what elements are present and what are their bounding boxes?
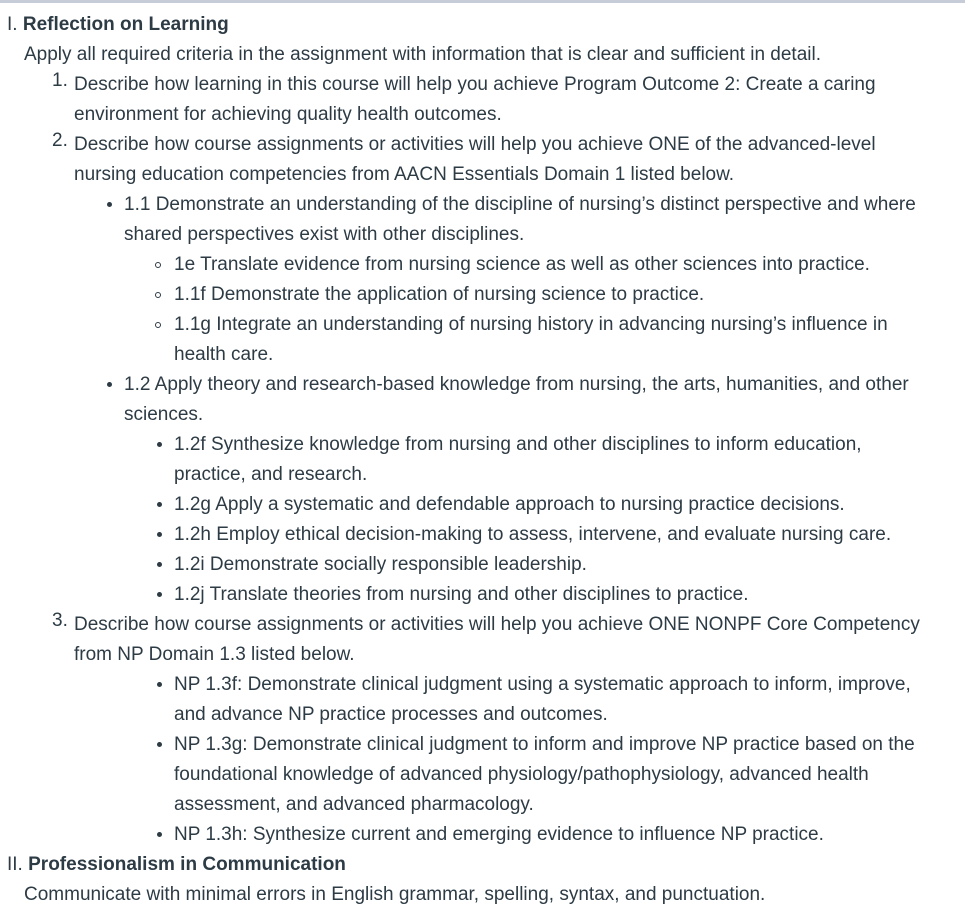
sub-bullet-item bbox=[0, 250, 965, 280]
list-item-3 bbox=[0, 610, 965, 670]
sub-bullet-text: NP 1.3h: Synthesize current and emerging evidence to influence NP practice. bbox=[174, 824, 824, 845]
section-heading-professionalism bbox=[0, 850, 965, 880]
bullet-dot-icon bbox=[157, 442, 162, 447]
bullet-dot-icon bbox=[157, 532, 162, 537]
section-number: I. bbox=[7, 14, 18, 35]
sub-bullet-text: and advance NP practice processes and outcomes. bbox=[174, 704, 608, 725]
list-item-1 bbox=[0, 70, 965, 130]
sub-bullet-text: 1.2h Employ ethical decision-making to assess, intervene, and evaluate nursing care. bbox=[174, 524, 892, 545]
sub-bullet-item bbox=[0, 280, 965, 310]
sub-bullet-text: 1.2j Translate theories from nursing and other disciplines to practice. bbox=[174, 584, 749, 605]
section-title: Professionalism in Communication bbox=[28, 854, 346, 875]
list-marker: 1. bbox=[52, 70, 68, 91]
sub-bullet-item bbox=[0, 550, 965, 580]
bullet-dot-icon bbox=[157, 592, 162, 597]
list-item-text: Describe how course assignments or activities will help you achieve ONE NONPF Core Competency bbox=[74, 614, 920, 635]
bullet-circle-icon bbox=[155, 262, 161, 268]
list-item-text: nursing education competencies from AACN Essentials Domain 1 listed below. bbox=[74, 164, 735, 185]
section-intro: Apply all required criteria in the assignment with information that is clear and sufficient in detail. bbox=[24, 44, 821, 65]
np-competency-item bbox=[0, 820, 965, 850]
sub-bullet-text: 1.1g Integrate an understanding of nursing history in advancing nursing’s influence in bbox=[174, 314, 888, 335]
sub-bullet-text: assessment, and advanced pharmacology. bbox=[174, 794, 534, 815]
sub-bullet-text: health care. bbox=[174, 344, 274, 365]
list-item-text: Describe how course assignments or activities will help you achieve ONE of the advanced-level bbox=[74, 134, 876, 155]
sub-bullet-text: 1.2i Demonstrate socially responsible leadership. bbox=[174, 554, 587, 575]
section-title: Reflection on Learning bbox=[22, 14, 229, 35]
sub-bullet-item bbox=[0, 490, 965, 520]
bullet-text: sciences. bbox=[124, 404, 204, 425]
sub-bullet-text: NP 1.3g: Demonstrate clinical judgment to inform and improve NP practice based on the bbox=[174, 734, 915, 755]
bullet-item-1-1 bbox=[0, 190, 965, 250]
bullet-dot-icon bbox=[157, 682, 162, 687]
bullet-dot-icon bbox=[157, 562, 162, 567]
section-intro: Communicate with minimal errors in English grammar, spelling, syntax, and punctuation. bbox=[24, 884, 766, 905]
sub-bullet-item bbox=[0, 310, 965, 370]
assignment-rubric-document bbox=[0, 10, 965, 910]
list-item-text: Describe how learning in this course will help you achieve Program Outcome 2: Create a caring bbox=[74, 74, 876, 95]
sub-bullet-text: foundational knowledge of advanced physiology/pathophysiology, advanced health bbox=[174, 764, 869, 785]
section-heading-reflection bbox=[0, 10, 965, 40]
bullet-dot-icon bbox=[157, 742, 162, 747]
list-marker: 2. bbox=[52, 130, 68, 151]
bullet-text: shared perspectives exist with other disciplines. bbox=[124, 224, 525, 245]
sub-bullet-item bbox=[0, 520, 965, 550]
list-item-text: from NP Domain 1.3 listed below. bbox=[74, 644, 355, 665]
sub-bullet-text: practice, and research. bbox=[174, 464, 368, 485]
sub-bullet-text: 1e Translate evidence from nursing science as well as other sciences into practice. bbox=[174, 254, 870, 275]
sub-bullet-item bbox=[0, 430, 965, 490]
bullet-circle-icon bbox=[155, 292, 161, 298]
bullet-dot-icon bbox=[157, 832, 162, 837]
sub-bullet-text: NP 1.3f: Demonstrate clinical judgment using a systematic approach to inform, improve, bbox=[174, 674, 911, 695]
list-item-2 bbox=[0, 130, 965, 190]
bullet-text: 1.1 Demonstrate an understanding of the discipline of nursing’s distinct perspective and where bbox=[124, 194, 916, 215]
section-number: II. bbox=[7, 854, 23, 875]
bullet-circle-icon bbox=[155, 322, 161, 328]
np-competency-item bbox=[0, 730, 965, 820]
np-competency-item bbox=[0, 670, 965, 730]
bullet-item-1-2 bbox=[0, 370, 965, 430]
bullet-dot-icon bbox=[107, 202, 112, 207]
bullet-dot-icon bbox=[107, 382, 112, 387]
sub-bullet-text: 1.2f Synthesize knowledge from nursing and other disciplines to inform education, bbox=[174, 434, 862, 455]
list-item-text: environment for achieving quality health outcomes. bbox=[74, 104, 502, 125]
sub-bullet-text: 1.1f Demonstrate the application of nursing science to practice. bbox=[174, 284, 705, 305]
bullet-text: 1.2 Apply theory and research-based knowledge from nursing, the arts, humanities, and other bbox=[124, 374, 909, 395]
bullet-dot-icon bbox=[157, 502, 162, 507]
sub-bullet-item bbox=[0, 580, 965, 610]
list-marker: 3. bbox=[52, 610, 68, 631]
sub-bullet-text: 1.2g Apply a systematic and defendable approach to nursing practice decisions. bbox=[174, 494, 845, 515]
